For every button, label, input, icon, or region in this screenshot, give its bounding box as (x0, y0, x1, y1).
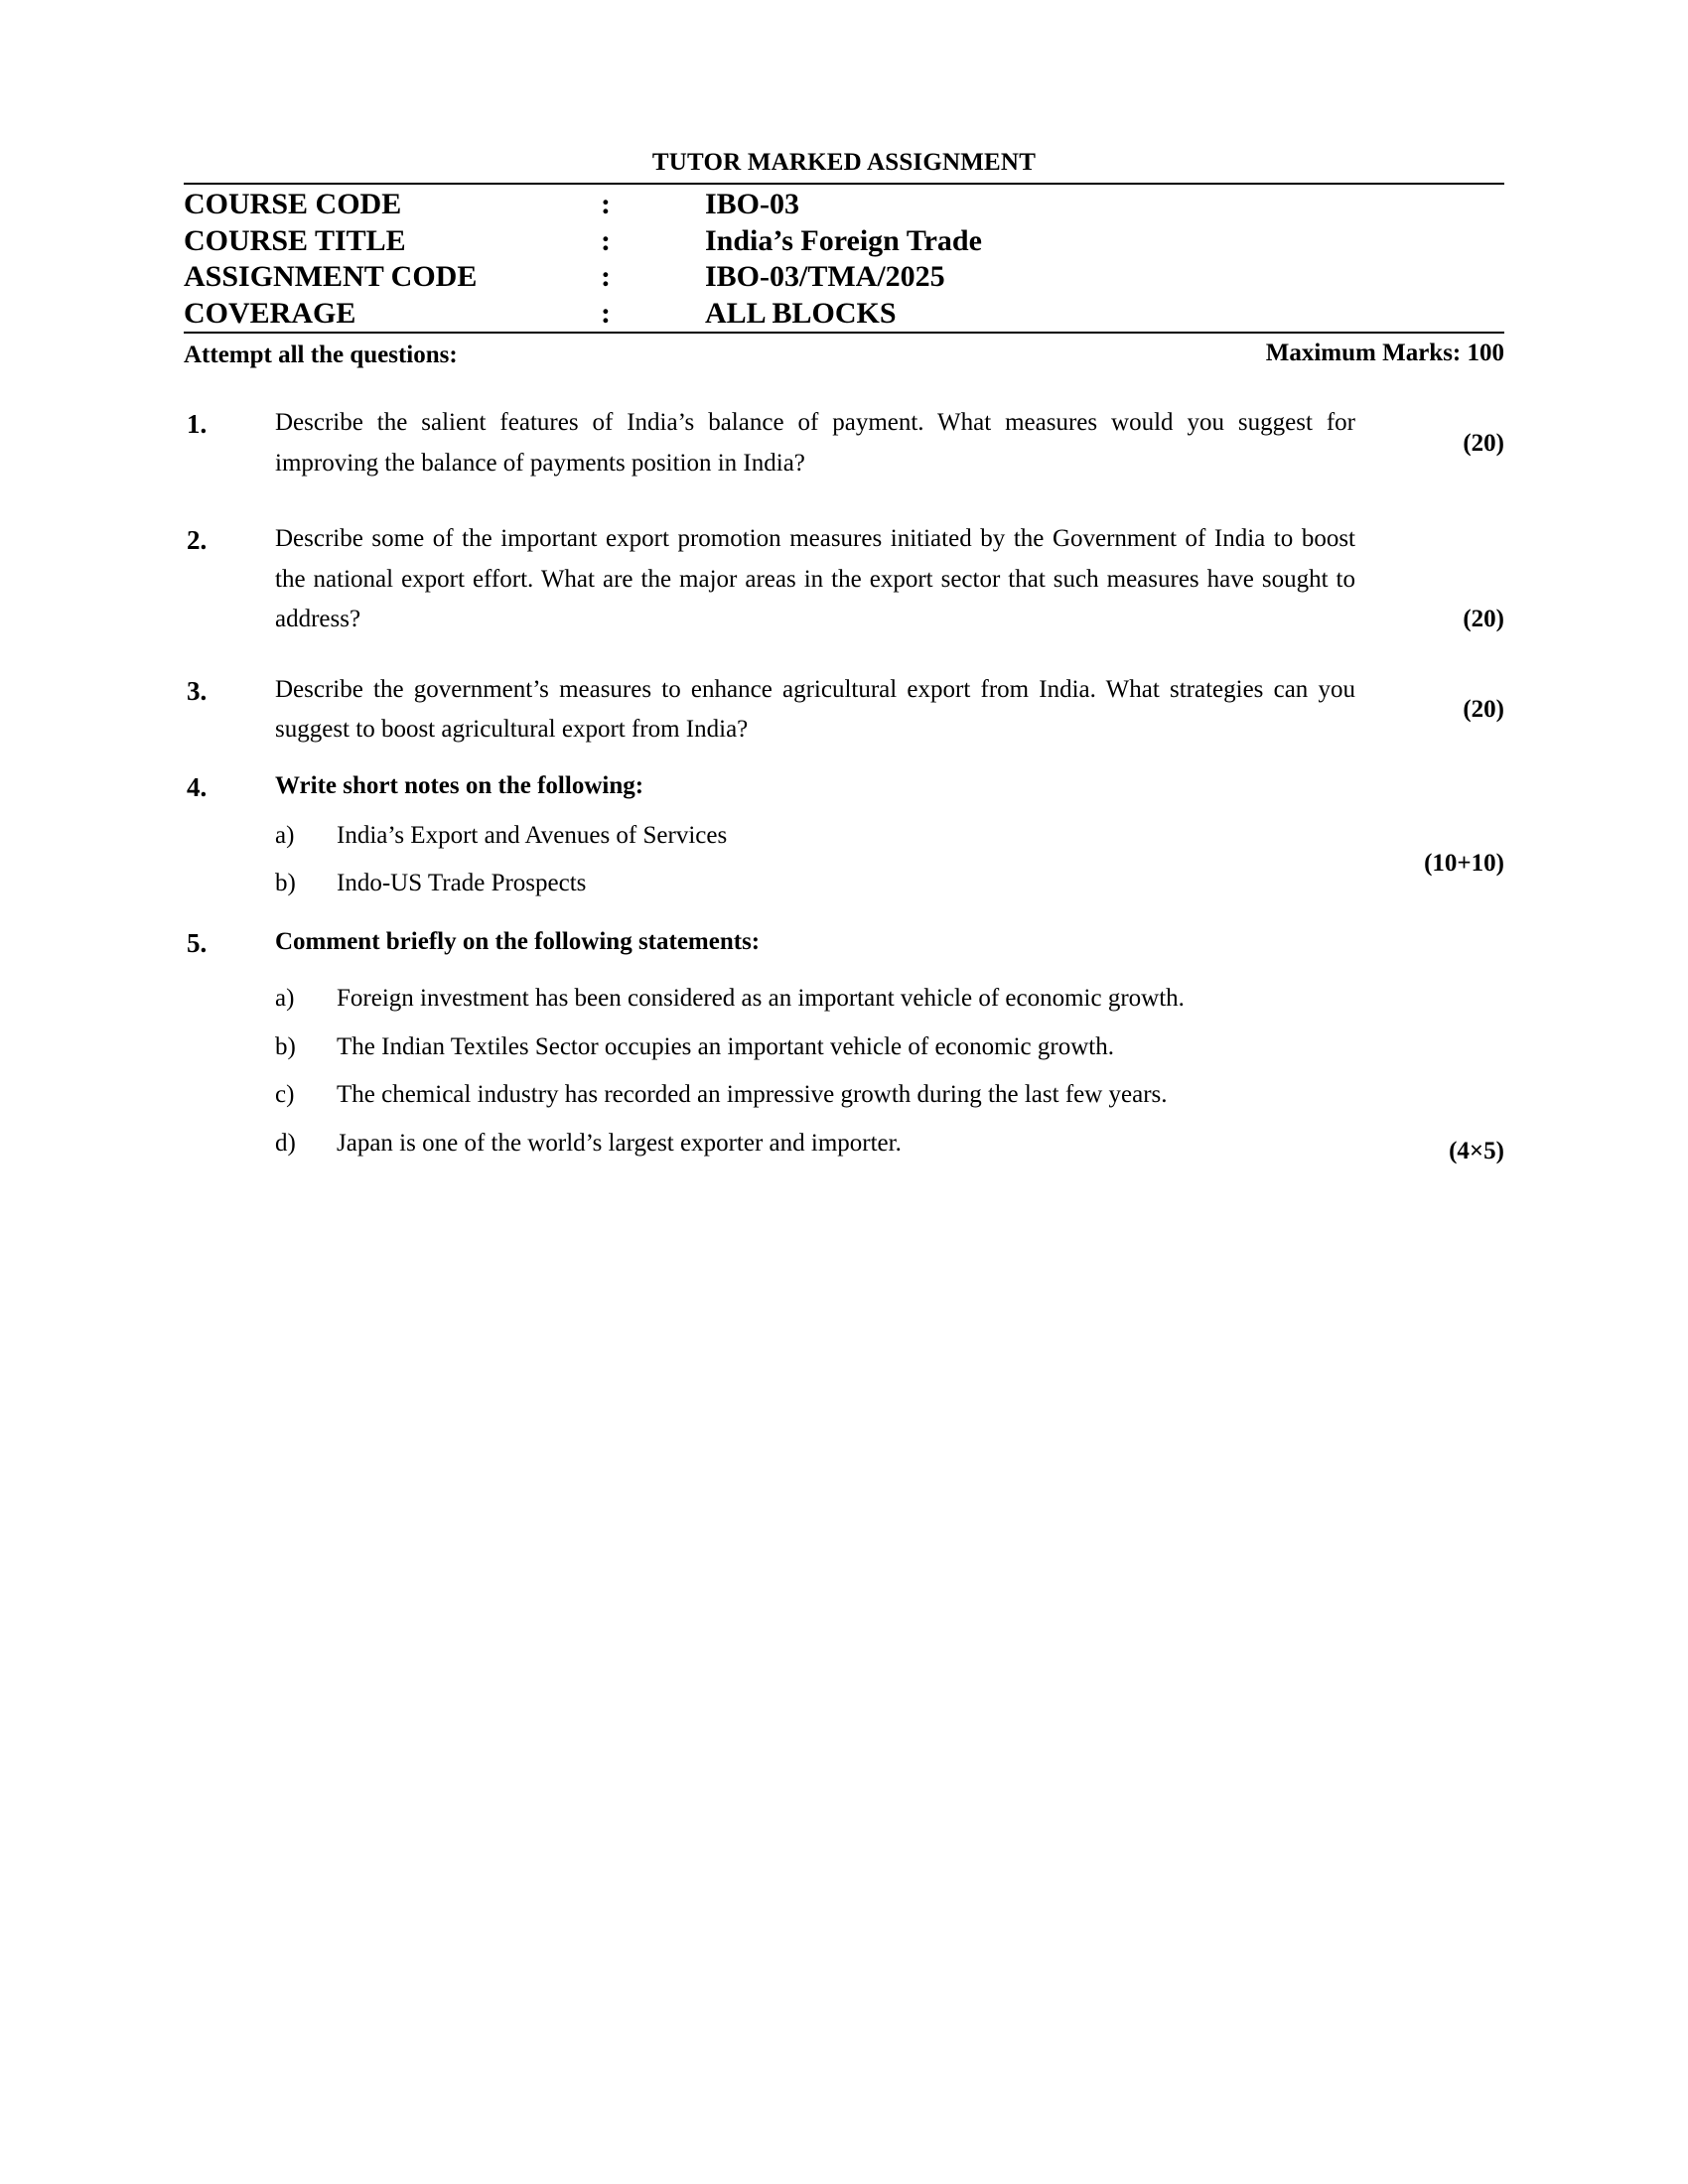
meta-row-assignment-code (184, 259, 1504, 296)
question-item (184, 519, 1504, 640)
list-item (275, 816, 1355, 857)
meta-colon-course-title: : (601, 223, 611, 257)
document-title: TUTOR MARKED ASSIGNMENT (651, 149, 1037, 176)
meta-value-assignment-code: IBO-03/TMA/2025 (705, 260, 945, 294)
question-subitems (184, 979, 1504, 1171)
question-number: 5. (187, 927, 208, 958)
meta-label-course-title: COURSE TITLE (184, 223, 406, 257)
question-number: 1. (187, 409, 208, 440)
header-top-rule (184, 183, 1504, 185)
question-text: Comment briefly on the following statements: (275, 927, 761, 955)
meta-colon-course-code: : (601, 188, 611, 220)
subitem-list (275, 816, 1355, 904)
attempt-instruction: Attempt all the questions: (184, 341, 458, 369)
question-item (184, 922, 1504, 966)
question-item (184, 670, 1504, 751)
header-bottom-rule (184, 332, 1504, 334)
list-item (275, 864, 1355, 904)
meta-label-assignment-code: ASSIGNMENT CODE (184, 260, 478, 294)
questions-list (184, 403, 1504, 1171)
question-text: Describe the government’s measures to enhance agricultural export from India. What strategies can you suggest to boost agricultural export from India? (275, 675, 1355, 744)
subitem-label: a) (275, 985, 295, 1013)
list-item (275, 979, 1355, 1020)
course-meta-table (184, 187, 1504, 332)
question-item (184, 766, 1504, 810)
question-number: 3. (187, 675, 208, 706)
question-marks: (4×5) (1449, 1137, 1504, 1164)
document-header (184, 149, 1504, 369)
list-item (275, 1124, 1355, 1164)
subitem-text: India’s Export and Avenues of Services (337, 821, 728, 849)
question-number: 4. (187, 771, 208, 802)
list-item (275, 1075, 1355, 1116)
meta-colon-coverage: : (601, 296, 611, 330)
meta-row-course-title (184, 223, 1504, 260)
question-item (184, 403, 1504, 483)
question-text: Describe the salient features of India’s balance of payment. What measures would you suggest for improving the balance of payments position in India? (275, 409, 1355, 477)
list-item (275, 1027, 1355, 1068)
question-marks: (20) (1463, 429, 1504, 457)
subitem-list (275, 979, 1355, 1163)
subitem-text: The chemical industry has recorded an impressive growth during the last few years. (337, 1081, 1168, 1109)
meta-value-course-title: India’s Foreign Trade (705, 223, 982, 257)
meta-row-course-code (184, 187, 1504, 223)
meta-label-course-code: COURSE CODE (184, 188, 402, 220)
subitem-text: Japan is one of the world’s largest exporter and importer. (337, 1129, 902, 1157)
subitem-label: a) (275, 821, 295, 849)
question-subitems (184, 816, 1504, 912)
meta-row-coverage (184, 296, 1504, 333)
subitem-text: The Indian Textiles Sector occupies an important vehicle of economic growth. (337, 1032, 1114, 1060)
subitem-label: d) (275, 1129, 296, 1157)
subitem-label: c) (275, 1081, 295, 1109)
meta-colon-assignment-code: : (601, 260, 611, 294)
subitem-label: b) (275, 1032, 296, 1060)
meta-label-coverage: COVERAGE (184, 296, 356, 330)
question-text: Write short notes on the following: (275, 771, 644, 799)
meta-value-course-code: IBO-03 (705, 188, 800, 220)
subitem-label: b) (275, 870, 296, 897)
question-number: 2. (187, 525, 208, 556)
meta-value-coverage: ALL BLOCKS (705, 296, 897, 330)
question-marks: (20) (1463, 696, 1504, 724)
subitem-text: Foreign investment has been considered as an important vehicle of economic growth. (337, 985, 1185, 1013)
question-marks: (10+10) (1424, 849, 1504, 877)
question-text: Describe some of the important export promotion measures initiated by the Government of India to boost the national export effort. What are the major areas in the export sector that such measures have sought to address? (275, 525, 1355, 633)
subitem-text: Indo-US Trade Prospects (337, 870, 587, 897)
maximum-marks: Maximum Marks: 100 (1265, 340, 1504, 367)
question-marks: (20) (1463, 606, 1504, 633)
